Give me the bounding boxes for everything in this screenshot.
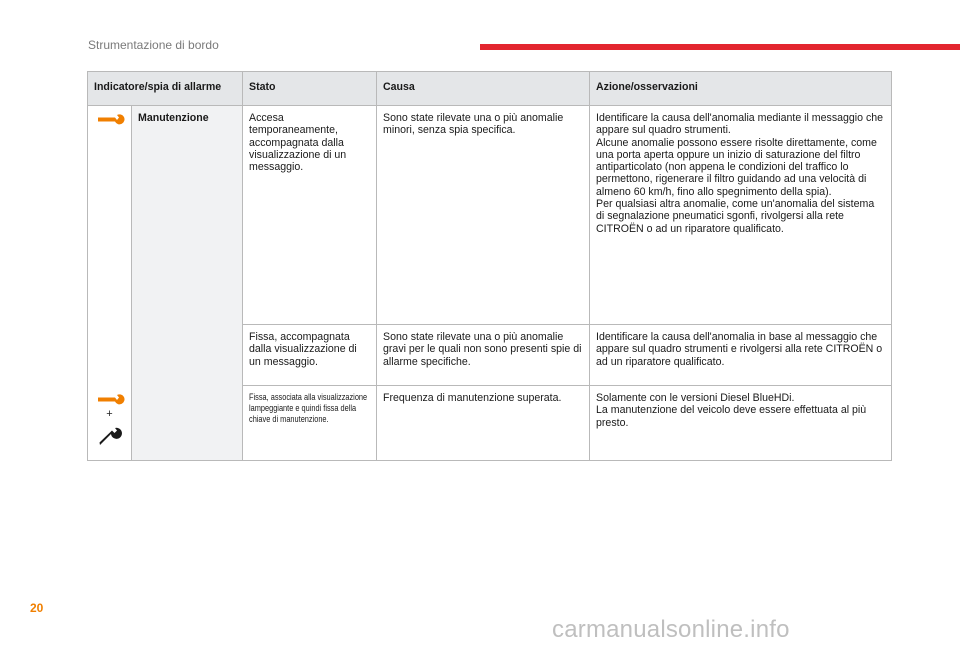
cell-stato: Fissa, accompagnata dalla visualizzazione di un messaggio. — [243, 325, 377, 386]
header-accent-bar — [480, 44, 960, 50]
header-azione: Azione/osservazioni — [590, 72, 892, 106]
watermark: carmanualsonline.info — [552, 616, 790, 643]
header-causa: Causa — [377, 72, 590, 106]
plus-sign: + — [106, 407, 113, 420]
header-indicator: Indicatore/spia di allarme — [88, 72, 243, 106]
table-row — [88, 106, 892, 325]
cell-causa: Sono state rilevate una o più anomalie gravi per le quali non sono presenti spie di allarme specifiche. — [377, 325, 590, 386]
header-stato: Stato — [243, 72, 377, 106]
cell-azione: Identificare la causa dell'anomalia mediante il messaggio che appare sul quadro strumenti. Alcune anomalie possono essere risolte direttamente, come una porta aperta oppure un inizio di saturazione del filtro antiparticolato (non appena le condizioni del traffico lo permettono, rigenerare il filtro guidando ad una velocità di almeno 60 km/h, fino allo spegnimento della spia). Per qualsiasi altra anomalie, come un'anomalia del sistema di segnalazione pneumatici sgonfi, rivolgersi alla rete CITROËN o ad un riparatore qualificato. — [590, 106, 892, 325]
cell-stato: Accesa temporaneamente, accompagnata dalla visualizzazione di un messaggio. — [243, 106, 377, 325]
cell-azione: Identificare la causa dell'anomalia in base al messaggio che appare sul quadro strumenti e rivolgersi alla rete CITROËN o ad un riparatore qualificato. — [590, 325, 892, 386]
indicator-name: Manutenzione — [132, 106, 243, 461]
indicator-icon-cell — [88, 106, 132, 386]
cell-azione: Solamente con le versioni Diesel BlueHDi. La manutenzione del veicolo deve essere effettuata al più presto. — [590, 386, 892, 461]
wrench-orange-icon — [95, 392, 125, 406]
page-number: 20 — [30, 601, 44, 615]
cell-causa: Frequenza di manutenzione superata. — [377, 386, 590, 461]
indicator-icon-cell — [88, 386, 132, 461]
cell-stato-text: Fissa, associata alla visualizzazione lampeggiante e quindi fissa della chiave di manutenzione. — [249, 392, 368, 424]
cell-causa: Sono state rilevate una o più anomalie minori, senza spia specifica. — [377, 106, 590, 325]
section-title: Strumentazione di bordo — [88, 38, 219, 52]
table-header-row — [88, 72, 892, 106]
cell-stato — [243, 386, 377, 461]
wrench-black-icon — [97, 422, 123, 448]
warning-lights-table — [87, 71, 892, 461]
wrench-orange-icon — [95, 112, 125, 126]
